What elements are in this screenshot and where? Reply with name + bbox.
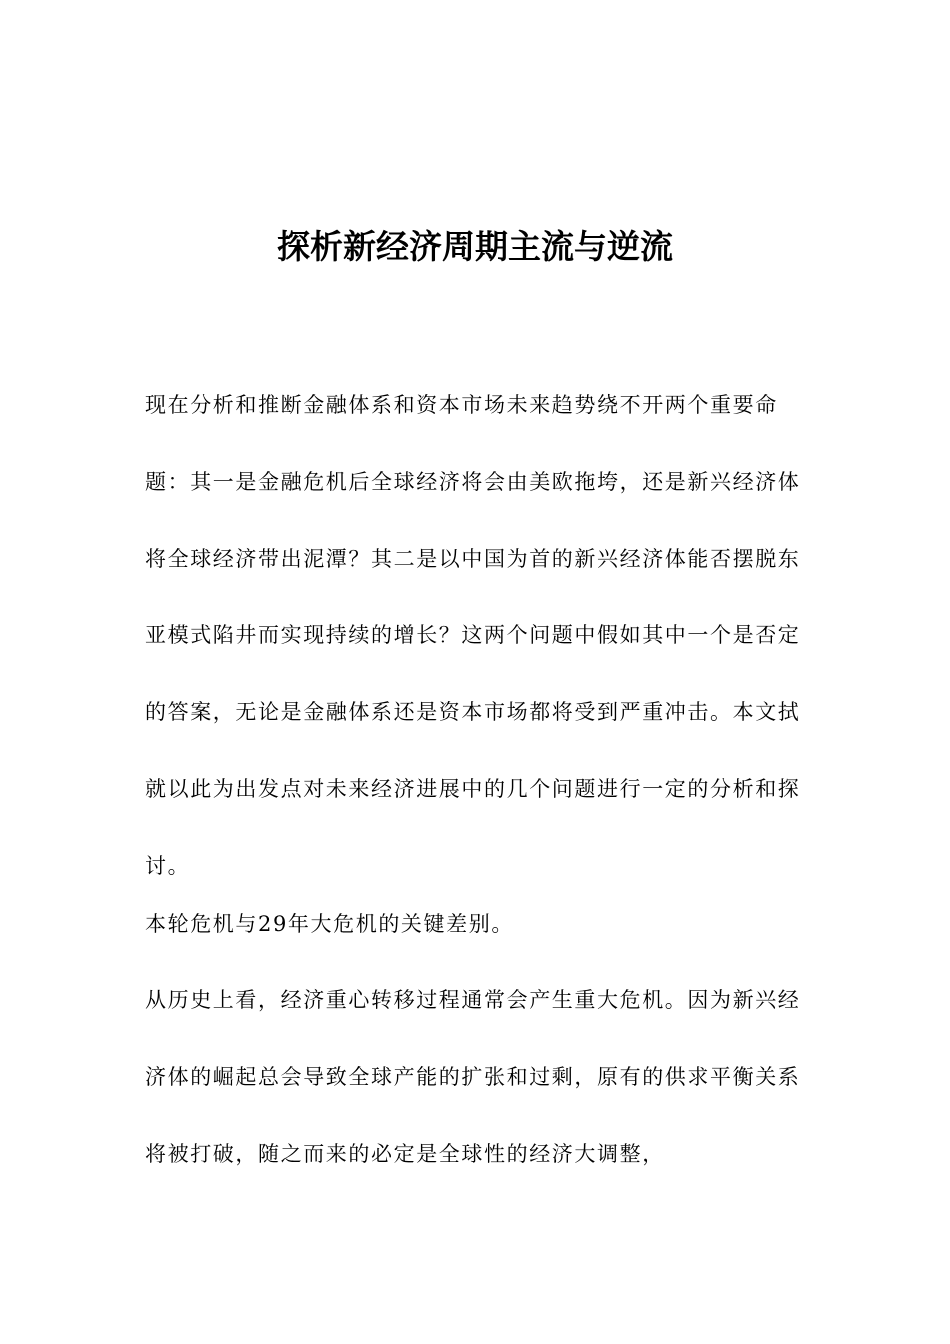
section-heading: 本轮危机与29年大危机的关键差别。 [145, 912, 514, 936]
paragraph-intro-block [145, 367, 805, 905]
section-heading-block [145, 886, 805, 963]
paragraph-history-block [145, 962, 805, 1192]
paragraph-intro: 现在分析和推断金融体系和资本市场未来趋势绕不开两个重要命题：其一是金融危机后全球经济将会由美欧拖垮，还是新兴经济体将全球经济带出泥潭？其二是以中国为首的新兴经济体能否摆脱东亚模式陷井而实现持续的增长？这两个问题中假如其中一个是否定的答案，无论是金融体系还是资本市场都将受到严重冲击。本文拭就以此为出发点对未来经济进展中的几个问题进行一定的分析和探讨。 [145, 393, 801, 878]
paragraph-history: 从历史上看，经济重心转移过程通常会产生重大危机。因为新兴经济体的崛起总会导致全球产能的扩张和过剩，原有的供求平衡关系将被打破，随之而来的必定是全球性的经济大调整， [145, 988, 801, 1166]
document-title: 探析新经济周期主流与逆流 [277, 227, 673, 266]
